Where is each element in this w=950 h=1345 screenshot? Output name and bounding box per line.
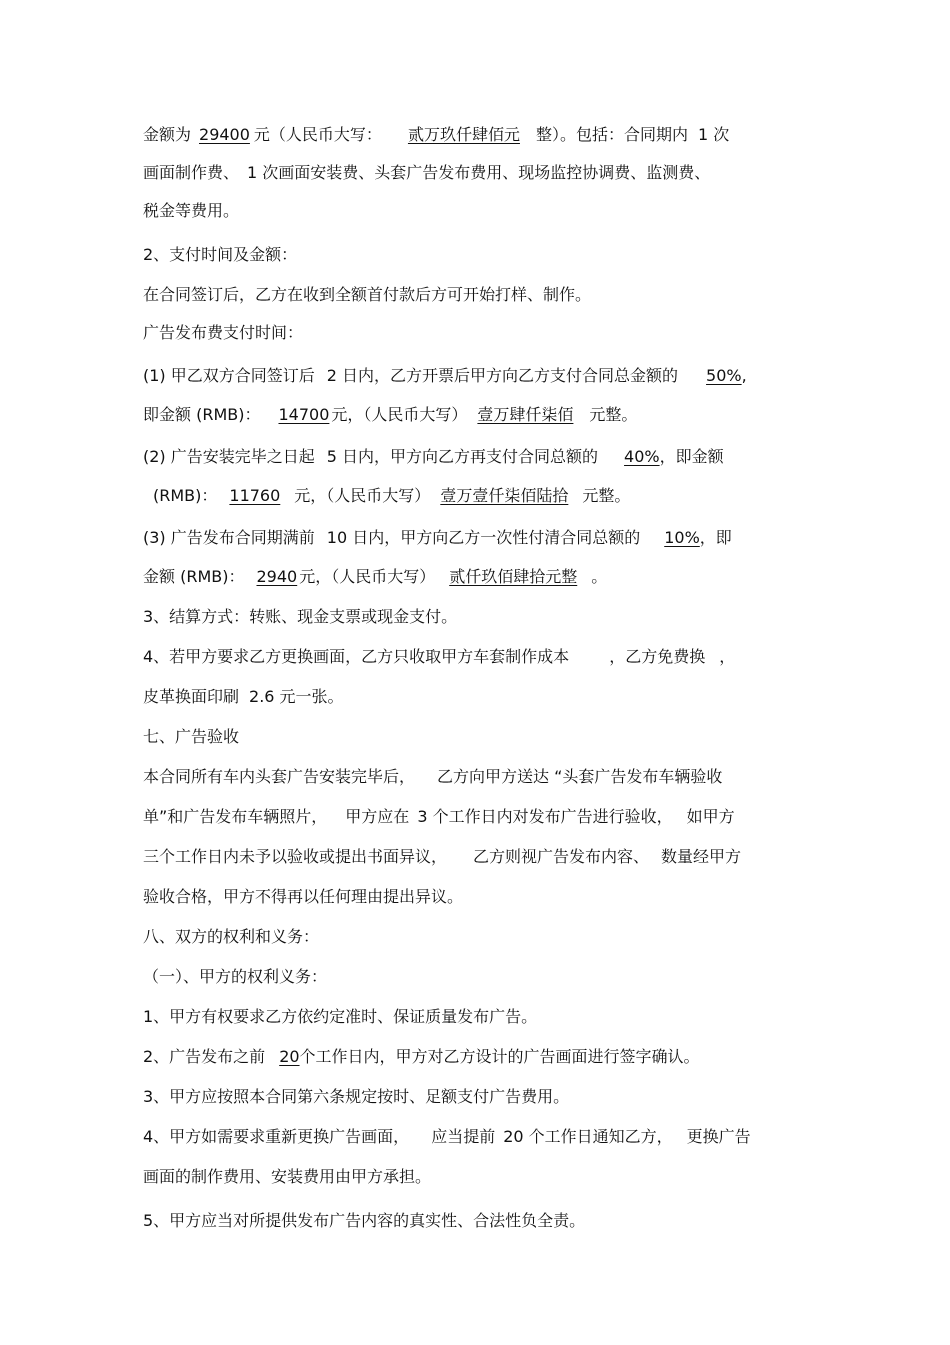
text-line: [143, 162, 710, 184]
text-line: [143, 646, 735, 668]
payment-3-percent: 10%: [664, 528, 700, 547]
text: 元，（人民币大写）: [299, 567, 436, 586]
text: 1 次: [697, 125, 730, 144]
text: 2.6 元一张。: [249, 687, 344, 706]
text: ，即: [699, 528, 732, 547]
payment-2-line: [143, 446, 724, 468]
section-subheading: 广告发布费支付时间：: [143, 323, 304, 342]
text: 税金等费用。: [143, 201, 240, 220]
text: 单”和广告发布车辆照片，: [143, 807, 328, 826]
payment-2-percent: 40%: [624, 447, 660, 466]
text: 如甲方: [686, 807, 735, 826]
text: ，: [719, 647, 736, 666]
section-heading: 八、双方的权利和义务：: [143, 927, 320, 946]
text: 即金额 (RMB)：: [143, 405, 261, 424]
text: 数量经甲方: [661, 847, 742, 866]
payment-1-amount-line: [143, 404, 637, 426]
text: 本合同所有车内头套广告安装完毕后，: [143, 767, 416, 786]
text-line: [143, 686, 344, 708]
text: 4、甲方如需要求重新更换广告画面，: [143, 1127, 410, 1146]
text-line: 验收合格，甲方不得再以任何理由提出异议。: [143, 887, 464, 906]
text-line: [143, 1126, 751, 1148]
text-line: 画面的制作费用、安装费用由甲方承担。: [143, 1167, 432, 1186]
text-line: [143, 766, 722, 788]
payment-3-amount: 2940: [256, 567, 298, 586]
text: 元（人民币大写：: [253, 125, 382, 144]
payment-1-percent: 50%: [706, 366, 742, 385]
payment-2-amount-cn: 壹万壹仟柒佰陆拾: [440, 486, 569, 505]
text: (RMB)：: [153, 486, 218, 505]
payment-1-amount: 14700: [278, 405, 330, 424]
text-line: 5、甲方应当对所提供发布广告内容的真实性、合法性负全责。: [143, 1211, 586, 1230]
amount-line: [143, 124, 729, 146]
text: ，乙方免费换: [609, 647, 706, 666]
section-heading: 七、广告验收: [143, 727, 240, 746]
text: 乙方则视广告发布内容、: [473, 847, 650, 866]
text-line: [143, 846, 741, 868]
text: 元整。: [589, 405, 638, 424]
text: 20 个工作日通知乙方，: [503, 1127, 673, 1146]
payment-3-line: [143, 527, 732, 549]
text-line: 3、结算方式：转账、现金支票或现金支付。: [143, 607, 458, 626]
payment-1-line: [143, 365, 747, 387]
payment-2-amount: 11760: [229, 486, 281, 505]
payment-3-amount-line: [143, 566, 607, 588]
text: 元，（人民币大写）: [294, 486, 431, 505]
text: 2、广告发布之前: [143, 1047, 266, 1066]
amount-value: 29400: [199, 125, 250, 144]
text: 10 日内，甲方向乙方一次性付清合同总额的: [326, 528, 641, 547]
text: 5 日内，甲方向乙方再支付合同总额的: [326, 447, 599, 466]
text: 金额 (RMB)：: [143, 567, 245, 586]
days-value: 20: [279, 1047, 300, 1066]
text: 三个工作日内未予以验收或提出书面异议，: [143, 847, 448, 866]
text: 1 次画面安装费、头套广告发布费用、现场监控协调费、监测费、: [247, 163, 711, 182]
text: 应当提前: [431, 1127, 496, 1146]
section-heading: 2、支付时间及金额：: [143, 245, 298, 264]
payment-3-amount-cn: 贰仟玖佰肆拾元整: [449, 567, 578, 586]
text: ，即金额: [659, 447, 724, 466]
text: 。: [591, 567, 608, 586]
text: 4、若甲方要求乙方更换画面，乙方只收取甲方车套制作成本: [143, 647, 570, 666]
text: (2) 广告安装完毕之日起: [143, 447, 315, 466]
text: 元，（人民币大写）: [331, 405, 468, 424]
text: 甲方应在: [345, 807, 410, 826]
text: ,: [741, 366, 747, 385]
text: 整）。包括：合同期内: [535, 125, 688, 144]
text: 个工作日内，甲方对乙方设计的广告画面进行签字确认。: [299, 1047, 700, 1066]
payment-1-amount-cn: 壹万肆仟柒佰: [477, 405, 574, 424]
text: 2 日内，乙方开票后甲方向乙方支付合同总金额的: [326, 366, 679, 385]
amount-cn-value: 贰万玖仟肆佰元: [407, 125, 520, 144]
text: 乙方向甲方送达 “头套广告发布车辆验收: [437, 767, 723, 786]
text: 3 个工作日内对发布广告进行验收，: [417, 807, 673, 826]
text: 金额为: [143, 125, 192, 144]
text: 更换广告: [686, 1127, 751, 1146]
payment-2-amount-line: [143, 485, 630, 507]
text: 画面制作费、: [143, 163, 240, 182]
text-line: [143, 200, 239, 222]
text: 元整。: [582, 486, 631, 505]
text-line: [143, 1046, 700, 1068]
text: (1) 甲乙双方合同签订后: [143, 366, 315, 385]
text: (3) 广告发布合同期满前: [143, 528, 315, 547]
text-line: 在合同签订后，乙方在收到全额首付款后方可开始打样、制作。: [143, 285, 592, 304]
section-subheading: （一）、甲方的权利义务：: [143, 967, 328, 986]
text-line: 1、甲方有权要求乙方依约定准时、保证质量发布广告。: [143, 1007, 538, 1026]
text: 皮革换面印刷: [143, 687, 240, 706]
text-line: [143, 806, 735, 828]
text-line: 3、甲方应按照本合同第六条规定按时、足额支付广告费用。: [143, 1087, 570, 1106]
